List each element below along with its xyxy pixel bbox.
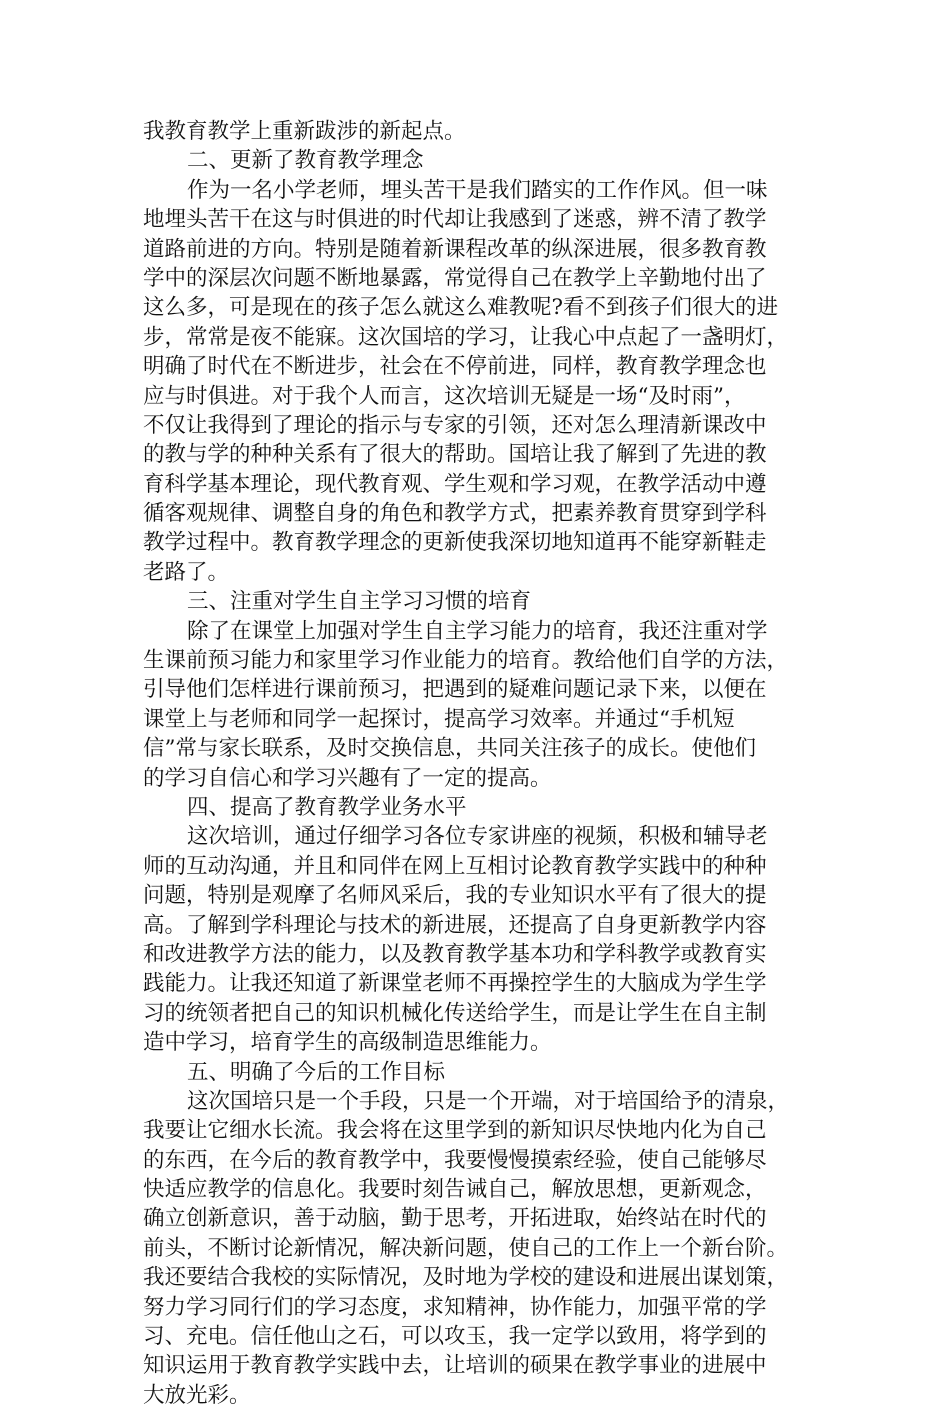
text-line: 造中学习，培育学生的高级制造思维能力。	[143, 1030, 552, 1056]
text-line: 问题，特别是观摩了名师风采后，我的专业知识水平有了很大的提	[143, 883, 767, 909]
text-line: 应与时俱进。对于我个人而言，这次培训无疑是一场“及时雨”，	[143, 383, 746, 409]
text-line: 努力学习同行们的学习态度，求知精神，协作能力，加强平常的学	[143, 1294, 767, 1320]
text-line: 践能力。让我还知道了新课堂老师不再操控学生的大脑成为学生学	[143, 971, 767, 997]
text-line: 我教育教学上重新跋涉的新起点。	[143, 119, 466, 144]
text-line: 的学习自信心和学习兴趣有了一定的提高。	[143, 765, 552, 791]
text-line: 二、更新了教育教学理念	[187, 148, 424, 174]
text-line: 这么多，可是现在的孩子怎么就这么难教呢?看不到孩子们很大的进	[143, 295, 779, 321]
text-line: 除了在课堂上加强对学生自主学习能力的培育，我还注重对学	[187, 618, 768, 644]
text-line: 三、注重对学生自主学习习惯的培育	[187, 589, 532, 615]
text-line: 不仅让我得到了理论的指示与专家的引领，还对怎么理清新课改中	[143, 412, 767, 438]
text-line: 五、明确了今后的工作目标	[187, 1059, 446, 1085]
text-line: 信”常与家长联系，及时交换信息，共同关注孩子的成长。使他们	[143, 736, 756, 762]
text-line: 步，常常是夜不能寐。这次国培的学习，让我心中点起了一盏明灯，	[143, 324, 789, 350]
text-line: 我要让它细水长流。我会将在这里学到的新知识尽快地内化为自己	[143, 1118, 767, 1144]
text-line: 明确了时代在不断进步，社会在不停前进，同样，教育教学理念也	[143, 354, 767, 380]
text-line: 作为一名小学老师，埋头苦干是我们踏实的工作作风。但一味	[187, 177, 768, 203]
text-line: 大放光彩。	[143, 1382, 251, 1408]
text-line: 前头，不断讨论新情况，解决新问题，使自己的工作上一个新台阶。	[143, 1235, 789, 1261]
document-body	[143, 117, 811, 1410]
text-line: 四、提高了教育教学业务水平	[187, 794, 467, 820]
text-line: 学中的深层次问题不断地暴露，常觉得自己在教学上辛勤地付出了	[143, 265, 767, 291]
text-line: 的东西，在今后的教育教学中，我要慢慢摸索经验，使自己能够尽	[143, 1147, 767, 1173]
text-line: 老路了。	[143, 559, 230, 585]
text-line: 习、充电。信任他山之石，可以攻玉，我一定学以致用，将学到的	[143, 1324, 767, 1350]
text-line: 这次国培只是一个手段，只是一个开端，对于培国给予的清泉，	[187, 1088, 790, 1114]
text-line: 这次培训，通过仔细学习各位专家讲座的视频，积极和辅导老	[187, 824, 768, 850]
text-line: 快适应教学的信息化。我要时刻告诫自己，解放思想，更新观念，	[143, 1177, 767, 1203]
text-line: 地埋头苦干在这与时俱进的时代却让我感到了迷惑，辨不清了教学	[143, 207, 767, 233]
text-line: 引导他们怎样进行课前预习，把遇到的疑难问题记录下来，以便在	[143, 677, 767, 703]
text-line: 循客观规律、调整自身的角色和教学方式，把素养教育贯穿到学科	[143, 501, 767, 527]
text-line: 和改进教学方法的能力，以及教育教学基本功和学科教学或教育实	[143, 941, 767, 967]
text-line: 知识运用于教育教学实践中去，让培训的硕果在教学事业的进展中	[143, 1353, 767, 1379]
text-line: 课堂上与老师和同学一起探讨，提高学习效率。并通过“手机短	[143, 706, 735, 732]
text-line: 高。了解到学科理论与技术的新进展，还提高了自身更新教学内容	[143, 912, 767, 938]
text-line: 育科学基本理论，现代教育观、学生观和学习观，在教学活动中遵	[143, 471, 767, 497]
text-line: 确立创新意识，善于动脑，勤于思考，开拓进取，始终站在时代的	[143, 1206, 767, 1232]
text-line: 习的统领者把自己的知识机械化传送给学生，而是让学生在自主制	[143, 1000, 767, 1026]
text-line: 的教与学的种种关系有了很大的帮助。国培让我了解到了先进的教	[143, 442, 767, 468]
text-line: 教学过程中。教育教学理念的更新使我深切地知道再不能穿新鞋走	[143, 530, 767, 556]
text-line: 道路前进的方向。特别是随着新课程改革的纵深进展，很多教育教	[143, 236, 767, 262]
text-line: 生课前预习能力和家里学习作业能力的培育。教给他们自学的方法，	[143, 648, 789, 674]
text-line: 师的互动沟通，并且和同伴在网上互相讨论教育教学实践中的种种	[143, 853, 767, 879]
text-line: 我还要结合我校的实际情况，及时地为学校的建设和进展出谋划策，	[143, 1265, 789, 1291]
